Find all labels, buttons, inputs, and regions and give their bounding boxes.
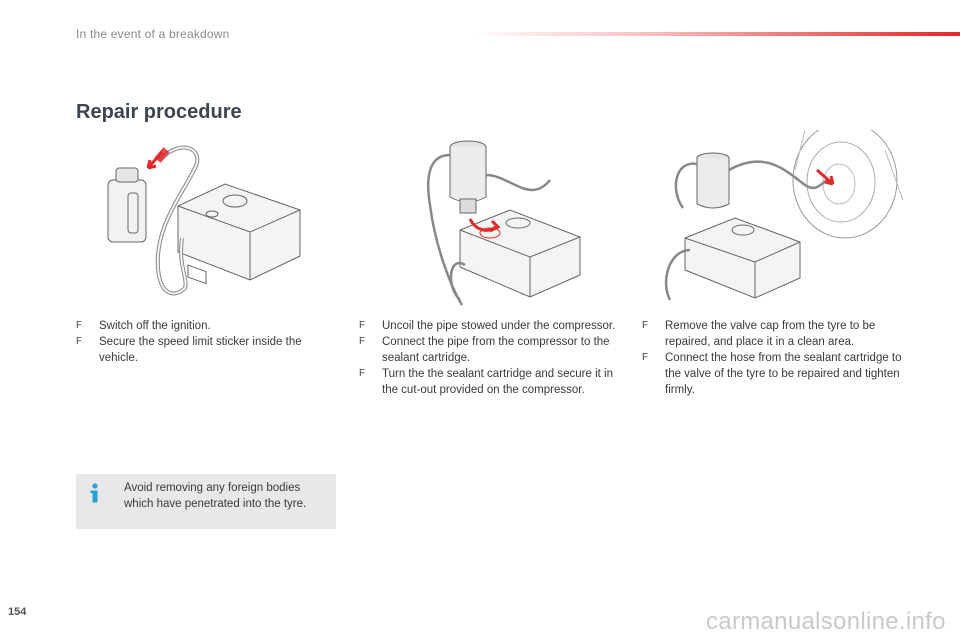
bullet-icon: F bbox=[359, 368, 366, 379]
tyre-connection-illustration bbox=[655, 130, 905, 310]
step-text: Switch off the ignition. bbox=[99, 320, 211, 332]
bullet-icon: F bbox=[642, 352, 649, 363]
bullet-icon: F bbox=[76, 336, 83, 347]
bullet-icon: F bbox=[642, 320, 649, 331]
bullet-icon: F bbox=[76, 320, 83, 331]
header-accent-line bbox=[470, 32, 960, 36]
step-item bbox=[359, 366, 621, 398]
step-text: Remove the valve cap from the tyre to be repaired, and place it in a clean area. bbox=[665, 320, 876, 348]
bullet-icon: F bbox=[359, 320, 366, 331]
section-title: Repair procedure bbox=[76, 101, 242, 123]
info-note bbox=[76, 474, 336, 529]
bullet-icon: F bbox=[359, 336, 366, 347]
info-text: Avoid removing any foreign bodies which have penetrated into the tyre. bbox=[124, 482, 307, 510]
step-text: Connect the pipe from the compressor to the sealant cartridge. bbox=[382, 336, 610, 364]
compressor-kit-illustration bbox=[100, 138, 315, 308]
watermark: carmanualsonline.info bbox=[706, 608, 946, 635]
step-text: Turn the the sealant cartridge and secure it in the cut-out provided on the compressor. bbox=[382, 368, 613, 396]
info-icon bbox=[88, 483, 102, 503]
steps-column-3 bbox=[642, 318, 904, 398]
step-item bbox=[642, 318, 904, 350]
step-item bbox=[642, 350, 904, 398]
step-text: Secure the speed limit sticker inside the vehicle. bbox=[99, 336, 302, 364]
step-item bbox=[76, 334, 326, 366]
step-text: Uncoil the pipe stowed under the compressor. bbox=[382, 320, 616, 332]
cartridge-fitting-illustration bbox=[420, 135, 595, 310]
step-item bbox=[359, 318, 621, 334]
header-section-title: In the event of a breakdown bbox=[76, 27, 230, 41]
step-item bbox=[359, 334, 621, 366]
steps-column-2 bbox=[359, 318, 621, 398]
step-item bbox=[76, 318, 326, 334]
steps-column-1 bbox=[76, 318, 326, 366]
page-number: 154 bbox=[8, 606, 27, 618]
step-text: Connect the hose from the sealant cartridge to the valve of the tyre to be repaired and tighten firmly. bbox=[665, 352, 902, 396]
